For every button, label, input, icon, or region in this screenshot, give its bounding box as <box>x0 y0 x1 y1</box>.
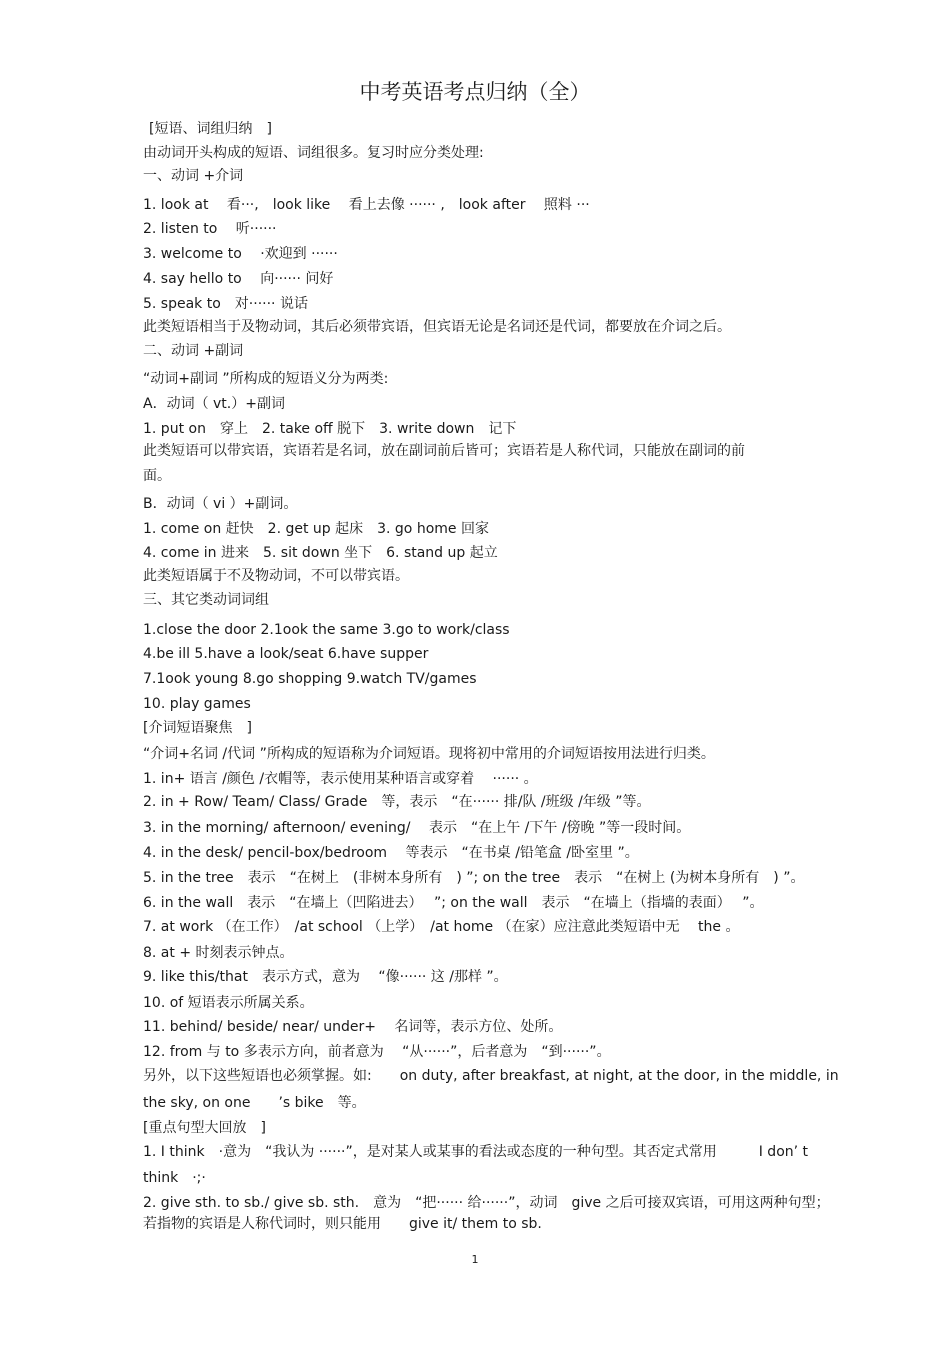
text-line: 一、动词 +介词 <box>143 168 244 184</box>
text-line: 9. like this/that 表示方式，意为 “像······ 这 /那样 ”。 <box>143 969 508 985</box>
page-number: 1 <box>471 1253 479 1266</box>
text-line: think ·;· <box>143 1170 206 1186</box>
page-title: 中考英语考点归纳（全） <box>359 80 591 104</box>
text-line: 5. speak to 对······ 说话 <box>143 296 308 312</box>
text-line: 11. behind/ beside/ near/ under+ 名词等，表示方位、处所。 <box>143 1019 563 1035</box>
text-line: “介词+名词 /代词 ”所构成的短语称为介词短语。现将初中常用的介词短语按用法进行归类。 <box>143 746 715 762</box>
text-line: 3. welcome to ·欢迎到 ······ <box>143 246 338 262</box>
text-line: the sky, on one ’s bike 等。 <box>143 1095 366 1111</box>
text-line: 4. in the desk/ pencil-box/bedroom 等表示 “在书桌 /铅笔盒 /卧室里 ”。 <box>143 845 639 861</box>
text-line: 此类短语可以带宾语，宾语若是名词，放在副词前后皆可；宾语若是人称代词，只能放在副词的前 <box>143 443 745 459</box>
text-line: [短语、词组归纳 ] <box>149 121 272 137</box>
text-line: 面。 <box>143 468 171 484</box>
text-line: 7.1ook young 8.go shopping 9.watch TV/games <box>143 671 477 687</box>
text-line: 若指物的宾语是人称代词时，则只能用 give it/ them to sb. <box>143 1216 542 1232</box>
text-line: 8. at + 时刻表示钟点。 <box>143 945 294 961</box>
text-line: 12. from 与 to 多表示方向，前者意为 “从······”，后者意为 “到······”。 <box>143 1044 611 1060</box>
text-line: 另外，以下这些短语也必须掌握。如: on duty, after breakfast, at night, at the door, in the middle, in <box>143 1068 839 1084</box>
text-line: [介词短语聚焦 ] <box>143 720 252 736</box>
text-line: 2. listen to 听······ <box>143 221 277 237</box>
text-line: 4. say hello to 向······ 问好 <box>143 271 334 287</box>
text-line: 4.be ill 5.have a look/seat 6.have supper <box>143 646 429 662</box>
text-line: 1. look at 看···, look like 看上去像 ······ , look after 照料 ··· <box>143 197 590 213</box>
text-line: 1. in+ 语言 /颜色 /衣帽等，表示使用某种语言或穿着 ······ 。 <box>143 771 538 787</box>
text-line: 此类短语相当于及物动词，其后必须带宾语，但宾语无论是名词还是代词，都要放在介词之后。 <box>143 319 731 335</box>
text-line: 4. come in 进来 5. sit down 坐下 6. stand up 起立 <box>143 545 498 561</box>
text-line: 1. come on 赶快 2. get up 起床 3. go home 回家 <box>143 521 489 537</box>
text-line: 1. I think ·意为 “我认为 ······”，是对某人或某事的看法或态度的一种句型。其否定式常用 I don’ t <box>143 1144 809 1160</box>
text-line: 由动词开头构成的短语、词组很多。复习时应分类处理: <box>143 145 484 161</box>
text-line: 7. at work （在工作） /at school （上学） /at home （在家）应注意此类短语中无 the 。 <box>143 919 740 935</box>
text-line: 2. give sth. to sb./ give sb. sth. 意为 “把······ 给······”，动词 give 之后可接双宾语，可用这两种句型； <box>143 1195 830 1211</box>
text-line: 10. of 短语表示所属关系。 <box>143 995 314 1011</box>
text-line: 10. play games <box>143 696 251 712</box>
text-line: 三、其它类动词词组 <box>143 592 269 608</box>
text-line: 5. in the tree 表示 “在树上 (非树本身所有 ) ”; on the tree 表示 “在树上 (为树本身所有 ) ”。 <box>143 870 805 886</box>
text-line: B．动词（ vi ）+副词。 <box>143 496 298 512</box>
text-line: A．动词（ vt.）+副词 <box>143 396 285 412</box>
text-line: 1. put on 穿上 2. take off 脱下 3. write down 记下 <box>143 421 517 437</box>
text-line: 6. in the wall 表示 “在墙上（凹陷进去） ”; on the wall 表示 “在墙上（指墙的表面） ”。 <box>143 895 764 911</box>
text-line: 2. in + Row/ Team/ Class/ Grade 等，表示 “在······ 排/队 /班级 /年级 ”等。 <box>143 794 651 810</box>
text-line: 此类短语属于不及物动词，不可以带宾语。 <box>143 568 409 584</box>
text-line: [重点句型大回放 ] <box>143 1120 266 1136</box>
text-line: 1.close the door 2.1ook the same 3.go to work/class <box>143 622 510 638</box>
text-line: “动词+副词 ”所构成的短语义分为两类: <box>143 371 389 387</box>
text-line: 二、动词 +副词 <box>143 343 244 359</box>
text-line: 3. in the morning/ afternoon/ evening/ 表示 “在上午 /下午 /傍晚 ”等一段时间。 <box>143 820 691 836</box>
